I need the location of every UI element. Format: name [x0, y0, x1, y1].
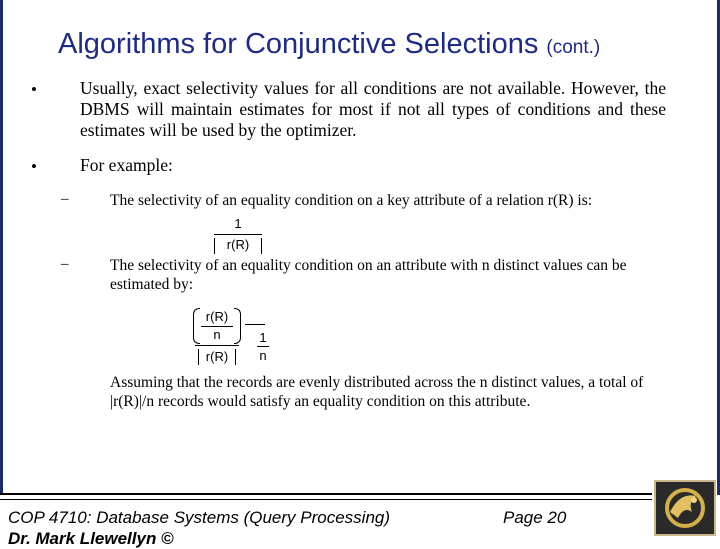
slide-title-main: Algorithms for Conjunctive Selections	[58, 28, 547, 60]
bullet-text-example: For example:	[80, 155, 173, 175]
left-border	[0, 0, 3, 495]
footer-author: Dr. Mark Llewellyn ©	[8, 529, 174, 548]
formula2-right-denominator: n	[259, 348, 267, 363]
sub-item-distinct-selectivity: The selectivity of an equality condition on an attribute with n distinct values can be estimated by:	[110, 257, 627, 293]
formula2-inner-numerator: r(R)	[205, 309, 229, 324]
fraction-bar	[195, 345, 239, 346]
sub-item-marker: –	[61, 191, 69, 207]
bullet-text-estimates: Usually, exact selectivity values for all conditions are not available. However, the DBMS will maintain estimates for most if not all types of conditions and these estimates will be used by the optimizer.	[80, 78, 666, 140]
footer-rule	[0, 493, 652, 495]
abs-bar-left	[214, 238, 215, 254]
sub-item-key-selectivity: The selectivity of an equality condition on a key attribute of a relation r(R) is:	[110, 192, 593, 209]
abs-bar-left	[198, 349, 199, 365]
footer-page-number: Page 20	[503, 508, 567, 527]
fraction-bar	[214, 234, 262, 235]
note-even-distribution: Assuming that the records are evenly distributed across the n distinct values, a total of |r(R)|/n records would satisfy an equality condition on this attribute.	[110, 374, 644, 410]
footer-rule	[0, 499, 652, 500]
sub-item-marker: –	[61, 256, 69, 272]
pegasus-logo-icon	[656, 482, 714, 534]
formula2-inner-denominator: n	[213, 327, 221, 342]
formula1-numerator: 1	[234, 216, 242, 231]
university-logo-icon	[654, 480, 716, 536]
abs-bar-right	[261, 238, 262, 254]
formula-key-selectivity	[212, 216, 264, 256]
formula2-right-numerator: 1	[259, 330, 267, 345]
slide-title-suffix: (cont.)	[546, 37, 601, 58]
fraction-bar	[257, 346, 269, 347]
paren-right	[234, 308, 241, 344]
footer-course: COP 4710: Database Systems (Query Processing)	[8, 508, 391, 527]
formula2-outer-denominator: r(R)	[205, 349, 229, 364]
formula-distinct-selectivity	[193, 308, 273, 370]
approx-sign	[245, 324, 265, 325]
bullet-marker: •	[31, 157, 37, 176]
slide-title	[58, 28, 698, 61]
bullet-marker: •	[31, 80, 37, 99]
formula1-denominator: r(R)	[226, 237, 250, 252]
abs-bar-right	[235, 349, 236, 365]
